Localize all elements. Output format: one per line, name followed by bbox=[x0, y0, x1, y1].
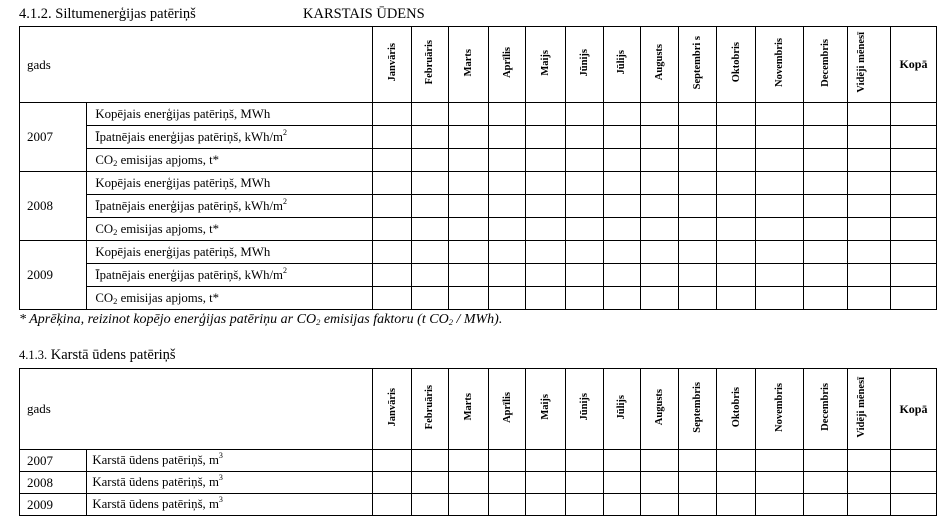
average-header-label: Vidēji mēnesī bbox=[856, 32, 867, 93]
value-cell bbox=[412, 195, 449, 218]
value-cell bbox=[890, 195, 936, 218]
month-header-label: Oktobris bbox=[730, 386, 742, 428]
month-header bbox=[488, 27, 526, 103]
value-cell bbox=[678, 241, 717, 264]
value-cell bbox=[804, 287, 848, 310]
value-cell bbox=[756, 494, 804, 516]
month-header bbox=[566, 369, 604, 450]
month-header-label: Jūlijs bbox=[616, 394, 628, 420]
heat-energy-body bbox=[20, 103, 937, 310]
value-cell bbox=[412, 149, 449, 172]
value-cell bbox=[848, 241, 891, 264]
row-label bbox=[87, 241, 373, 264]
month-header-label: Augusts bbox=[653, 44, 665, 81]
average-header-label: Vidēji mēnesī bbox=[856, 376, 867, 438]
month-header-label: Septembris bbox=[691, 381, 703, 433]
value-cell bbox=[640, 149, 678, 172]
value-cell bbox=[804, 218, 848, 241]
month-header bbox=[640, 27, 678, 103]
total-header: Kopā bbox=[890, 27, 936, 103]
year-header: gads bbox=[20, 27, 373, 103]
section-2-title: Karstā ūdens patēriņš bbox=[47, 347, 176, 363]
value-cell bbox=[566, 126, 604, 149]
value-cell bbox=[604, 450, 641, 472]
value-cell bbox=[448, 218, 488, 241]
value-cell bbox=[756, 218, 804, 241]
value-cell bbox=[412, 218, 449, 241]
month-header-label: Novembris bbox=[774, 38, 786, 87]
value-cell bbox=[848, 195, 891, 218]
value-cell bbox=[640, 450, 678, 472]
value-cell bbox=[756, 472, 804, 494]
value-cell bbox=[756, 103, 804, 126]
value-cell bbox=[717, 195, 756, 218]
row-label-text: Karstā ūdens patēriņš, m bbox=[92, 453, 219, 467]
value-cell bbox=[526, 103, 566, 126]
value-cell bbox=[526, 126, 566, 149]
section-2-number: 4.1.3. bbox=[19, 348, 48, 362]
value-cell bbox=[488, 149, 526, 172]
month-header-label: Janvāris bbox=[386, 43, 398, 82]
value-cell bbox=[488, 218, 526, 241]
value-cell bbox=[804, 126, 848, 149]
month-header bbox=[412, 369, 449, 450]
value-cell bbox=[640, 472, 678, 494]
value-cell bbox=[756, 195, 804, 218]
value-cell bbox=[488, 494, 526, 516]
footnote-text: * Aprēķina, reizinot kopējo enerģijas patēriņu ar CO bbox=[19, 312, 317, 327]
value-cell bbox=[566, 172, 604, 195]
value-cell bbox=[604, 241, 641, 264]
row-label bbox=[87, 494, 373, 516]
month-header bbox=[373, 27, 412, 103]
month-header bbox=[678, 27, 717, 103]
value-cell bbox=[373, 149, 412, 172]
value-cell bbox=[678, 149, 717, 172]
value-cell bbox=[717, 472, 756, 494]
value-cell bbox=[566, 195, 604, 218]
value-cell bbox=[848, 172, 891, 195]
row-label-text: CO bbox=[95, 152, 114, 167]
month-header-label: Februāris bbox=[424, 40, 436, 85]
section-2-heading bbox=[19, 347, 176, 364]
value-cell bbox=[566, 241, 604, 264]
value-cell bbox=[640, 494, 678, 516]
row-label-sup: 3 bbox=[218, 473, 223, 482]
value-cell bbox=[717, 218, 756, 241]
value-cell bbox=[412, 241, 449, 264]
value-cell bbox=[373, 218, 412, 241]
header-row bbox=[20, 369, 937, 450]
value-cell bbox=[488, 472, 526, 494]
month-header-label: Oktobris bbox=[730, 42, 742, 83]
value-cell bbox=[488, 450, 526, 472]
year-cell: 2008 bbox=[20, 472, 87, 494]
value-cell bbox=[526, 195, 566, 218]
row-label-sup: 2 bbox=[283, 265, 288, 275]
row-label-text: CO bbox=[95, 290, 114, 305]
value-cell bbox=[848, 264, 891, 287]
row-label-text: Karstā ūdens patēriņš, m bbox=[92, 497, 219, 511]
value-cell bbox=[717, 241, 756, 264]
value-cell bbox=[526, 218, 566, 241]
value-cell bbox=[448, 172, 488, 195]
value-cell bbox=[373, 494, 412, 516]
value-cell bbox=[756, 149, 804, 172]
average-header bbox=[848, 369, 891, 450]
month-header bbox=[373, 369, 412, 450]
month-header-label: Aprīlis bbox=[501, 391, 513, 423]
month-header bbox=[678, 369, 717, 450]
value-cell bbox=[804, 195, 848, 218]
year-cell: 2007 bbox=[20, 103, 87, 172]
month-header-label: Jūlijs bbox=[616, 50, 628, 75]
hot-water-table bbox=[19, 368, 937, 516]
value-cell bbox=[604, 126, 641, 149]
footnote-text: / MWh). bbox=[452, 312, 503, 327]
value-cell bbox=[678, 287, 717, 310]
month-header-label: Aprīlis bbox=[501, 47, 513, 78]
month-header bbox=[717, 369, 756, 450]
value-cell bbox=[373, 241, 412, 264]
year-header: gads bbox=[20, 369, 373, 450]
footnote bbox=[19, 312, 502, 328]
table-row bbox=[20, 450, 937, 472]
average-header bbox=[848, 27, 891, 103]
row-label bbox=[87, 195, 373, 218]
value-cell bbox=[678, 103, 717, 126]
value-cell bbox=[412, 450, 449, 472]
value-cell bbox=[848, 472, 891, 494]
value-cell bbox=[848, 218, 891, 241]
value-cell bbox=[804, 172, 848, 195]
table-row bbox=[20, 494, 937, 516]
value-cell bbox=[848, 450, 891, 472]
value-cell bbox=[804, 264, 848, 287]
section-1-title: 4.1.2. Siltumenerģijas patēriņš bbox=[19, 6, 196, 22]
month-header bbox=[448, 369, 488, 450]
value-cell bbox=[678, 494, 717, 516]
value-cell bbox=[412, 472, 449, 494]
value-cell bbox=[566, 149, 604, 172]
value-cell bbox=[640, 195, 678, 218]
value-cell bbox=[756, 126, 804, 149]
value-cell bbox=[848, 103, 891, 126]
value-cell bbox=[566, 287, 604, 310]
value-cell bbox=[717, 103, 756, 126]
table-row bbox=[20, 218, 937, 241]
row-label bbox=[87, 472, 373, 494]
value-cell bbox=[640, 172, 678, 195]
month-header bbox=[804, 27, 848, 103]
row-label-text: emisijas apjoms, t* bbox=[117, 152, 220, 167]
month-header bbox=[640, 369, 678, 450]
row-label-sub: 2 bbox=[113, 157, 118, 168]
value-cell bbox=[488, 172, 526, 195]
value-cell bbox=[804, 241, 848, 264]
row-label-text: emisijas apjoms, t* bbox=[117, 290, 220, 305]
header-row bbox=[20, 27, 937, 103]
row-label-sup: 2 bbox=[283, 127, 288, 137]
value-cell bbox=[890, 450, 936, 472]
value-cell bbox=[640, 103, 678, 126]
value-cell bbox=[804, 472, 848, 494]
value-cell bbox=[373, 103, 412, 126]
value-cell bbox=[448, 287, 488, 310]
value-cell bbox=[526, 450, 566, 472]
month-header bbox=[566, 27, 604, 103]
value-cell bbox=[604, 264, 641, 287]
value-cell bbox=[848, 494, 891, 516]
value-cell bbox=[566, 494, 604, 516]
month-header-label: Maijs bbox=[540, 49, 552, 76]
year-cell: 2007 bbox=[20, 450, 87, 472]
value-cell bbox=[412, 264, 449, 287]
value-cell bbox=[640, 241, 678, 264]
value-cell bbox=[488, 126, 526, 149]
value-cell bbox=[526, 149, 566, 172]
value-cell bbox=[604, 103, 641, 126]
total-header: Kopā bbox=[890, 369, 936, 450]
value-cell bbox=[678, 450, 717, 472]
value-cell bbox=[678, 218, 717, 241]
value-cell bbox=[717, 264, 756, 287]
value-cell bbox=[640, 287, 678, 310]
row-label bbox=[87, 218, 373, 241]
value-cell bbox=[412, 172, 449, 195]
value-cell bbox=[448, 472, 488, 494]
value-cell bbox=[640, 264, 678, 287]
value-cell bbox=[448, 264, 488, 287]
month-header bbox=[717, 27, 756, 103]
month-header bbox=[412, 27, 449, 103]
value-cell bbox=[890, 472, 936, 494]
value-cell bbox=[804, 149, 848, 172]
month-header-label: Jūnijs bbox=[579, 393, 591, 421]
row-label-text: emisijas apjoms, t* bbox=[117, 221, 220, 236]
value-cell bbox=[678, 472, 717, 494]
row-label-text: Īpatnējais enerģijas patēriņš, kWh/m bbox=[95, 198, 284, 213]
value-cell bbox=[412, 103, 449, 126]
value-cell bbox=[890, 264, 936, 287]
value-cell bbox=[526, 241, 566, 264]
value-cell bbox=[373, 287, 412, 310]
month-header-label: Marts bbox=[462, 393, 474, 421]
footnote-text: emisijas faktoru (t CO bbox=[320, 312, 449, 327]
value-cell bbox=[640, 126, 678, 149]
month-header-label: Februāris bbox=[424, 384, 436, 430]
value-cell bbox=[488, 195, 526, 218]
value-cell bbox=[604, 195, 641, 218]
value-cell bbox=[448, 450, 488, 472]
heat-energy-table bbox=[19, 26, 937, 310]
month-header-label: Augusts bbox=[653, 388, 665, 426]
value-cell bbox=[848, 126, 891, 149]
section-1-heading bbox=[19, 6, 425, 23]
table-row bbox=[20, 195, 937, 218]
row-label-text: Karstā ūdens patēriņš, m bbox=[92, 475, 219, 489]
value-cell bbox=[804, 494, 848, 516]
table-row bbox=[20, 287, 937, 310]
value-cell bbox=[890, 149, 936, 172]
value-cell bbox=[848, 149, 891, 172]
value-cell bbox=[604, 494, 641, 516]
value-cell bbox=[717, 172, 756, 195]
value-cell bbox=[488, 264, 526, 287]
hot-water-body bbox=[20, 450, 937, 516]
value-cell bbox=[373, 195, 412, 218]
value-cell bbox=[756, 264, 804, 287]
value-cell bbox=[717, 149, 756, 172]
row-label-sup: 3 bbox=[218, 495, 223, 504]
month-header-label: Maijs bbox=[540, 394, 552, 420]
month-header bbox=[756, 369, 804, 450]
value-cell bbox=[448, 241, 488, 264]
value-cell bbox=[804, 103, 848, 126]
value-cell bbox=[526, 287, 566, 310]
value-cell bbox=[678, 172, 717, 195]
row-label-text: Īpatnējais enerģijas patēriņš, kWh/m bbox=[95, 129, 284, 144]
value-cell bbox=[373, 126, 412, 149]
value-cell bbox=[448, 494, 488, 516]
table-row bbox=[20, 264, 937, 287]
value-cell bbox=[604, 218, 641, 241]
month-header bbox=[526, 27, 566, 103]
footnote-sub: 2 bbox=[448, 317, 453, 327]
value-cell bbox=[373, 450, 412, 472]
value-cell bbox=[526, 172, 566, 195]
month-header-label: Jūnijs bbox=[579, 48, 591, 77]
value-cell bbox=[717, 126, 756, 149]
value-cell bbox=[526, 472, 566, 494]
table-row bbox=[20, 172, 937, 195]
value-cell bbox=[526, 494, 566, 516]
table-row bbox=[20, 472, 937, 494]
value-cell bbox=[756, 241, 804, 264]
value-cell bbox=[448, 103, 488, 126]
value-cell bbox=[890, 172, 936, 195]
value-cell bbox=[566, 472, 604, 494]
month-header bbox=[804, 369, 848, 450]
value-cell bbox=[756, 287, 804, 310]
value-cell bbox=[566, 264, 604, 287]
value-cell bbox=[412, 494, 449, 516]
value-cell bbox=[890, 241, 936, 264]
row-label-text: Kopējais enerģijas patēriņš, MWh bbox=[95, 175, 271, 190]
month-header-label: Decembris bbox=[820, 38, 832, 87]
value-cell bbox=[640, 218, 678, 241]
row-label bbox=[87, 149, 373, 172]
month-header-label: Janvāris bbox=[386, 387, 398, 427]
row-label bbox=[87, 103, 373, 126]
row-label bbox=[87, 264, 373, 287]
month-header bbox=[526, 369, 566, 450]
row-label bbox=[87, 172, 373, 195]
value-cell bbox=[890, 494, 936, 516]
value-cell bbox=[526, 264, 566, 287]
value-cell bbox=[604, 172, 641, 195]
year-cell: 2008 bbox=[20, 172, 87, 241]
value-cell bbox=[678, 264, 717, 287]
row-label bbox=[87, 287, 373, 310]
value-cell bbox=[890, 126, 936, 149]
table-row bbox=[20, 241, 937, 264]
row-label-text: CO bbox=[95, 221, 114, 236]
row-label-sub: 2 bbox=[113, 226, 118, 237]
month-header bbox=[604, 369, 641, 450]
value-cell bbox=[488, 287, 526, 310]
value-cell bbox=[412, 126, 449, 149]
row-label-sup: 2 bbox=[283, 196, 288, 206]
value-cell bbox=[488, 103, 526, 126]
value-cell bbox=[448, 149, 488, 172]
value-cell bbox=[756, 450, 804, 472]
table-row bbox=[20, 149, 937, 172]
value-cell bbox=[448, 126, 488, 149]
section-1-subtitle: KARSTAIS ŪDENS bbox=[303, 6, 425, 22]
value-cell bbox=[566, 450, 604, 472]
value-cell bbox=[412, 287, 449, 310]
year-cell: 2009 bbox=[20, 241, 87, 310]
month-header-label: Marts bbox=[462, 48, 474, 77]
row-label bbox=[87, 126, 373, 149]
month-header bbox=[488, 369, 526, 450]
row-label bbox=[87, 450, 373, 472]
footnote-sub: 2 bbox=[316, 317, 321, 327]
value-cell bbox=[604, 472, 641, 494]
row-label-text: Īpatnējais enerģijas patēriņš, kWh/m bbox=[95, 267, 284, 282]
value-cell bbox=[566, 103, 604, 126]
month-header bbox=[756, 27, 804, 103]
value-cell bbox=[678, 195, 717, 218]
value-cell bbox=[717, 494, 756, 516]
value-cell bbox=[848, 287, 891, 310]
month-header-label: Novembris bbox=[774, 382, 786, 432]
value-cell bbox=[890, 103, 936, 126]
row-label-sub: 2 bbox=[113, 295, 118, 306]
value-cell bbox=[890, 287, 936, 310]
value-cell bbox=[717, 287, 756, 310]
value-cell bbox=[566, 218, 604, 241]
value-cell bbox=[890, 218, 936, 241]
value-cell bbox=[717, 450, 756, 472]
value-cell bbox=[604, 149, 641, 172]
row-label-text: Kopējais enerģijas patēriņš, MWh bbox=[95, 106, 271, 121]
value-cell bbox=[488, 241, 526, 264]
month-header-label: Septembri s bbox=[691, 35, 703, 90]
value-cell bbox=[678, 126, 717, 149]
month-header bbox=[604, 27, 641, 103]
row-label-sup: 3 bbox=[218, 451, 223, 460]
value-cell bbox=[373, 172, 412, 195]
value-cell bbox=[448, 195, 488, 218]
month-header-label: Decembris bbox=[820, 383, 832, 431]
value-cell bbox=[373, 264, 412, 287]
row-label-text: Kopējais enerģijas patēriņš, MWh bbox=[95, 244, 271, 259]
year-cell: 2009 bbox=[20, 494, 87, 516]
table-row bbox=[20, 103, 937, 126]
value-cell bbox=[373, 472, 412, 494]
value-cell bbox=[804, 450, 848, 472]
value-cell bbox=[604, 287, 641, 310]
value-cell bbox=[756, 172, 804, 195]
month-header bbox=[448, 27, 488, 103]
table-row bbox=[20, 126, 937, 149]
